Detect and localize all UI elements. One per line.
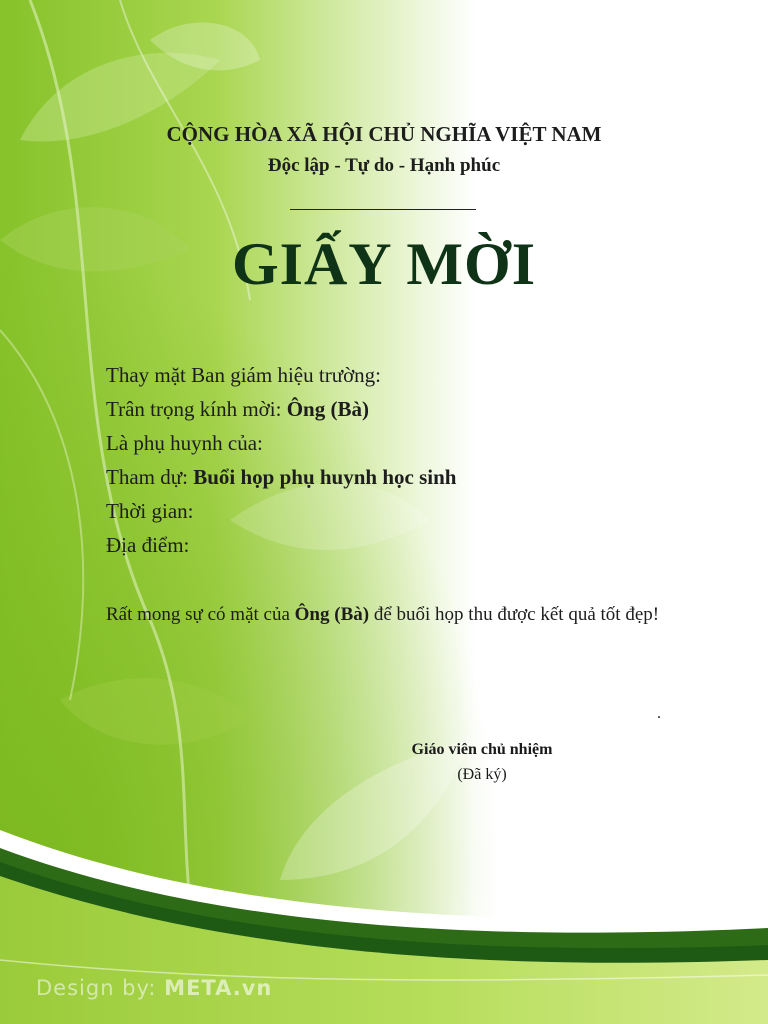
country-header: CỘNG HÒA XÃ HỘI CHỦ NGHĨA VIỆT NAM — [166, 122, 602, 146]
date-placeholder: . — [657, 705, 661, 722]
design-credit — [36, 976, 272, 1000]
motto-header: Độc lập - Tự do - Hạnh phúc — [267, 155, 501, 176]
line-location: Địa điểm: — [106, 533, 190, 557]
line-time: Thời gian: — [106, 499, 194, 523]
line-invite — [106, 397, 369, 422]
closing-suffix: để buổi họp thu được kết quả tốt đẹp! — [369, 604, 660, 625]
closing-prefix: Rất mong sự có mặt của — [106, 604, 295, 625]
line-parent-of: Là phụ huynh của: — [106, 431, 263, 455]
line-attend — [106, 465, 456, 490]
signature-role: Giáo viên chủ nhiệm — [411, 741, 553, 758]
event-name: Buổi họp phụ huynh học sinh — [193, 465, 457, 489]
attend-label: Tham dự: — [106, 465, 194, 489]
invite-label: Trân trọng kính mời: — [106, 397, 287, 421]
invitee-name: Ông (Bà) — [286, 397, 369, 421]
closing-invitee: Ông (Bà) — [294, 604, 370, 625]
signature-note: (Đã ký) — [457, 766, 507, 783]
closing-paragraph — [106, 597, 686, 633]
credit-prefix: Design by: — [36, 976, 165, 1000]
document-title: GIẤY MỜI — [231, 231, 537, 297]
header-divider — [290, 209, 476, 210]
line-school: Thay mặt Ban giám hiệu trường: — [106, 363, 382, 387]
credit-brand: META.vn — [164, 976, 273, 1000]
